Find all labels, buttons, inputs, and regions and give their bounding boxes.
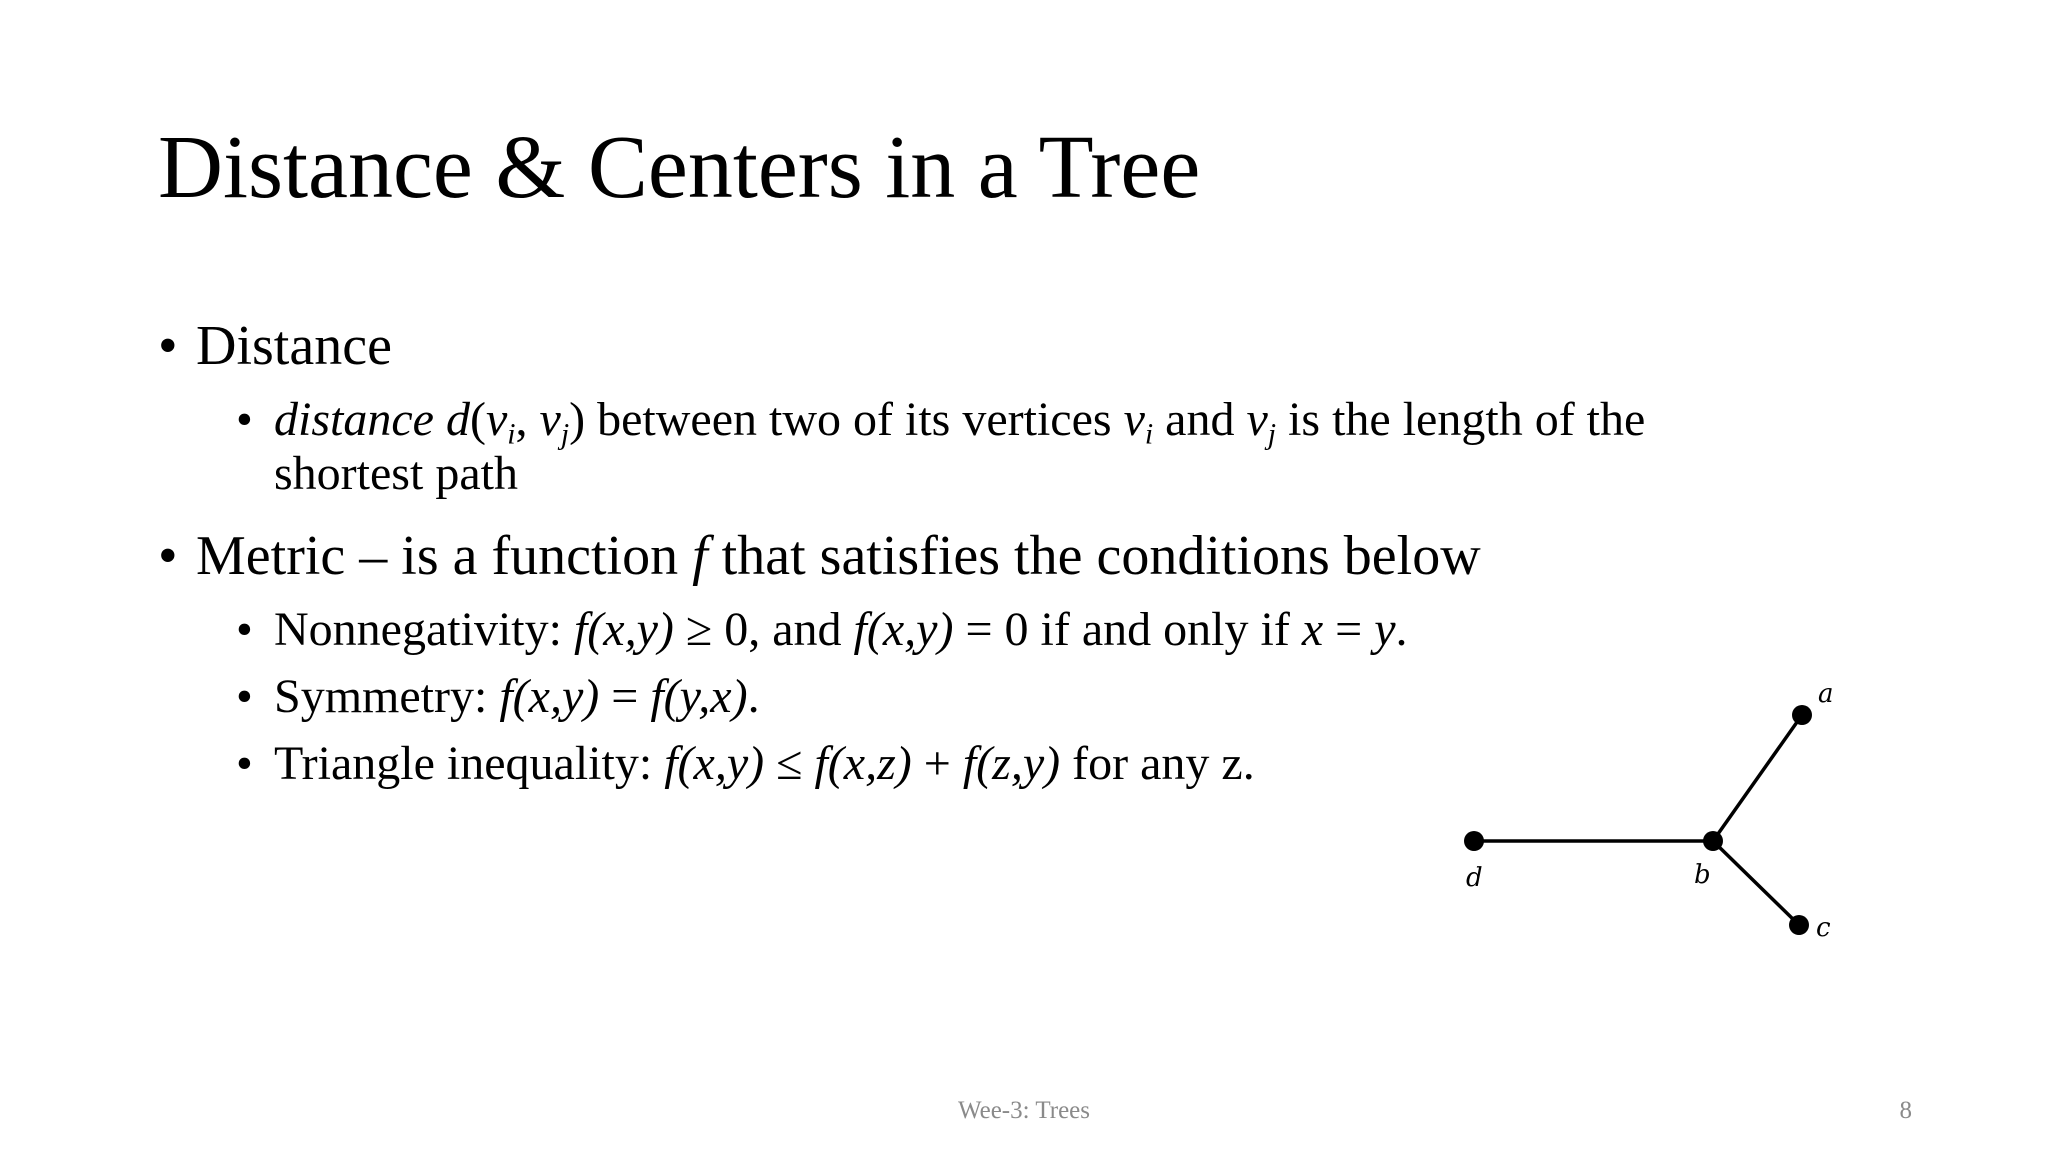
subscript-i: i xyxy=(507,417,516,451)
nonneg-expr1: f(x,y) xyxy=(573,603,674,656)
node-label-d: d xyxy=(1466,863,1483,893)
text-rest: is the length of the xyxy=(1276,393,1646,446)
bullet-dot: • xyxy=(158,315,178,377)
text-between: ) between two of its vertices xyxy=(569,393,1124,446)
paren-open: ( xyxy=(469,393,486,446)
nonneg-end: . xyxy=(1395,603,1408,656)
metric-text-before: Metric – is a function xyxy=(196,525,693,587)
edge-b-c xyxy=(1713,841,1799,925)
triangle-expr3: f(z,y) xyxy=(962,737,1061,790)
bullet-metric xyxy=(158,526,1481,588)
triangle-expr1: f(x,y) xyxy=(664,737,765,790)
node-d xyxy=(1464,831,1484,851)
metric-symbol-f: f xyxy=(692,525,708,587)
symmetry-expr2: f(y,x) xyxy=(650,670,748,723)
bullet-dot: • xyxy=(236,603,253,656)
symmetry-end: . xyxy=(747,670,760,723)
triangle-end: for any z. xyxy=(1060,737,1255,790)
sub-bullet-symmetry xyxy=(236,671,760,724)
footer-title: Wee-3: Trees xyxy=(958,1097,1090,1124)
tree-diagram xyxy=(1440,660,1860,960)
symmetry-expr1: f(x,y) xyxy=(499,670,600,723)
triangle-expr2: f(x,z) xyxy=(814,737,912,790)
nonneg-mid1: ≥ 0, and xyxy=(673,603,854,656)
nonneg-expr3: x xyxy=(1301,603,1324,656)
nonneg-mid2: = 0 if and only if xyxy=(953,603,1302,656)
triangle-label: Triangle inequality: xyxy=(274,737,665,790)
nonneg-expr4: y xyxy=(1374,603,1396,656)
bullet-dot: • xyxy=(236,393,253,446)
sub-bullet-distance-definition xyxy=(236,394,1645,451)
symbol-d: d xyxy=(445,393,470,446)
subscript-j-2: j xyxy=(1267,417,1277,451)
metric-text-after: that satisfies the conditions below xyxy=(707,525,1481,587)
symmetry-mid1: = xyxy=(599,670,651,723)
node-a xyxy=(1792,705,1812,725)
symbol-vj-2: v xyxy=(1246,393,1268,446)
nonneg-label: Nonnegativity: xyxy=(274,603,574,656)
sub-bullet-triangle-inequality xyxy=(236,738,1255,791)
slide-title: Distance & Centers in a Tree xyxy=(158,118,1201,217)
bullet-dot: • xyxy=(158,525,178,587)
page-number: 8 xyxy=(1899,1097,1912,1124)
edge-b-a xyxy=(1713,715,1802,841)
symmetry-label: Symmetry: xyxy=(274,670,500,723)
symbol-vj: v xyxy=(539,393,561,446)
comma: , xyxy=(515,393,540,446)
bullet-distance xyxy=(158,316,392,378)
subscript-j: j xyxy=(560,417,570,451)
symbol-vi-2: v xyxy=(1123,393,1145,446)
bullet-dot: • xyxy=(236,737,253,790)
sub-bullet-distance-line2: shortest path xyxy=(274,447,518,500)
sub-bullet-nonnegativity xyxy=(236,604,1408,657)
node-label-c: c xyxy=(1816,913,1831,943)
node-label-a: a xyxy=(1818,679,1834,709)
triangle-mid1: ≤ xyxy=(764,737,815,790)
nonneg-expr2: f(x,y) xyxy=(853,603,954,656)
tree-nodes xyxy=(1464,705,1812,935)
term-distance: distance xyxy=(274,393,434,446)
node-b xyxy=(1703,831,1723,851)
nonneg-mid3: = xyxy=(1323,603,1375,656)
triangle-mid2: + xyxy=(911,737,963,790)
subscript-i-2: i xyxy=(1144,417,1154,451)
bullet-distance-text: Distance xyxy=(196,315,392,377)
text-and: and xyxy=(1153,393,1247,446)
bullet-dot: • xyxy=(236,670,253,723)
tree-edges xyxy=(1474,715,1802,925)
node-c xyxy=(1789,915,1809,935)
node-label-b: b xyxy=(1694,860,1711,890)
symbol-vi: v xyxy=(485,393,508,446)
